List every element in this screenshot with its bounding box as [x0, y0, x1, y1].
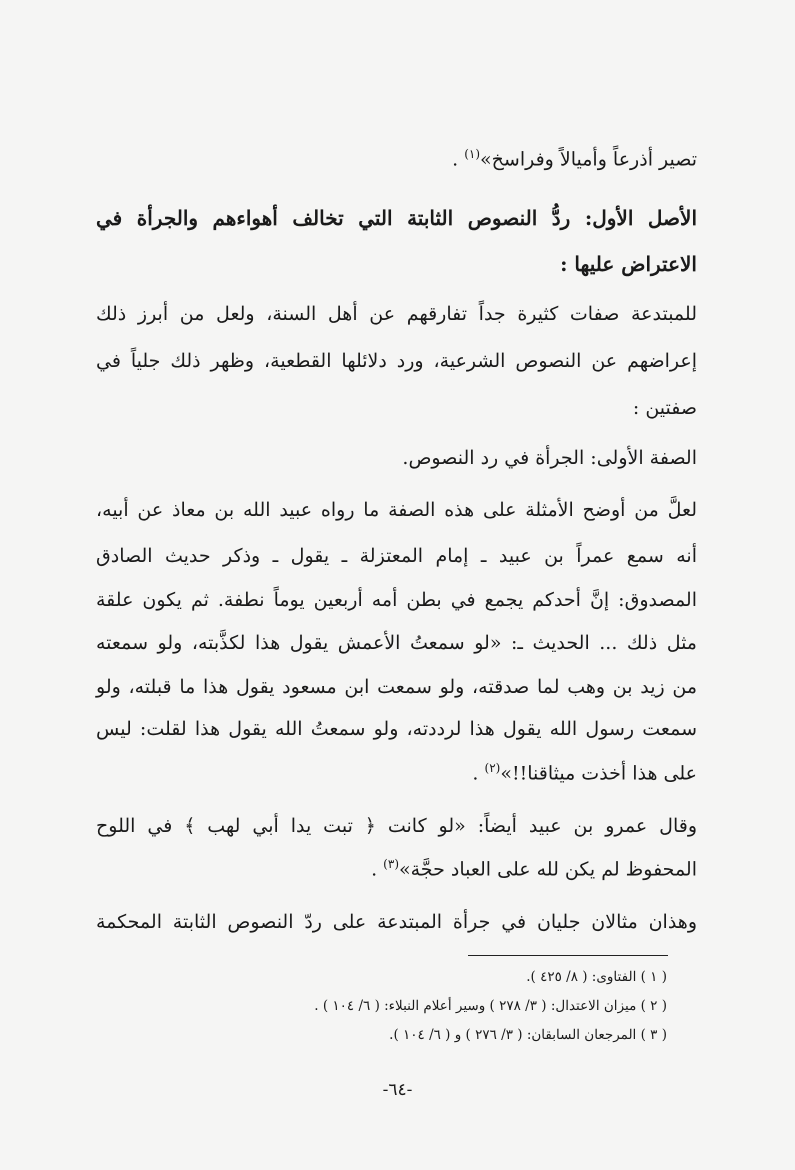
line-end: . [371, 858, 378, 881]
footnote-1: ( ١ ) الفتاوى: ( ٨/ ٤٢٥ ). [526, 969, 667, 985]
text-line: مثل ذلك ... الحديث ـ: «لو سمعتُ الأعمش يقول هذا لكذَّبته، ولو سمعته [96, 632, 697, 654]
footnote-ref: (٢) [484, 761, 501, 775]
text-line: الصفة الأولى: الجرأة في رد النصوص. [402, 447, 697, 469]
text-line: أنه سمع عمراً بن عبيد ـ إمام المعتزلة ـ يقول ـ وذكر حديث الصادق [96, 545, 697, 567]
text-line: من زيد بن وهب لما صدقته، ولو سمعت ابن مسعود يقول هذا ما قبلته، ولو [96, 676, 697, 698]
text-line [96, 858, 697, 879]
line-text: على هذا أخذت ميثاقنا!!» [500, 762, 697, 785]
text-line [96, 762, 697, 783]
footnote-ref: (١) [464, 147, 481, 161]
heading-line-2: الاعتراض عليها : [560, 252, 697, 276]
text-line: سمعت رسول الله يقول هذا لرددته، ولو سمعتُ الله يقول هذا لقلت: ليس [96, 718, 697, 740]
text-line: وقال عمرو بن عبيد أيضاً: «لو كانت ﴿ تبت يدا أبي لهب ﴾ في اللوح [96, 815, 697, 837]
footnote-ref: (٣) [383, 857, 399, 871]
line-end: . [452, 148, 459, 171]
text-line: إعراضهم عن النصوص الشرعية، ورد دلائلها القطعية، وظهر ذلك جلياً في [96, 350, 697, 372]
line-text: تصير أذرعاً وأميالاً وفراسخ» [480, 148, 697, 171]
text-line [96, 148, 697, 169]
text-line: للمبتدعة صفات كثيرة جداً تفارقهم عن أهل السنة، ولعل من أبرز ذلك [96, 303, 697, 325]
text-line: المصدوق: إنَّ أحدكم يجمع في بطن أمه أربعين يوماً نطفة. ثم يكون علقة [96, 589, 697, 611]
line-text: المحفوظ لم يكن لله على العباد حجَّة» [399, 858, 697, 881]
heading-line-1: الأصل الأول: ردُّ النصوص الثابتة التي تخالف أهواءهم والجرأة في [96, 206, 697, 230]
line-end: . [472, 762, 479, 785]
text-line: صفتين : [632, 397, 697, 419]
text-line: وهذان مثالان جليان في جرأة المبتدعة على ردّ النصوص الثابتة المحكمة [96, 911, 697, 933]
page-number: -٦٤- [382, 1080, 413, 1100]
text-line: لعلَّ من أوضح الأمثلة على هذه الصفة ما رواه عبيد الله بن معاذ عن أبيه، [96, 499, 697, 521]
footnote-3: ( ٣ ) المرجعان السابقان: ( ٣/ ٢٧٦ ) و ( ٦/ ١٠٤ ). [389, 1027, 667, 1043]
footnote-separator [468, 955, 668, 956]
footnote-2: ( ٢ ) ميزان الاعتدال: ( ٣/ ٢٧٨ ) وسير أعلام النبلاء: ( ٦/ ١٠٤ ) . [314, 998, 667, 1014]
